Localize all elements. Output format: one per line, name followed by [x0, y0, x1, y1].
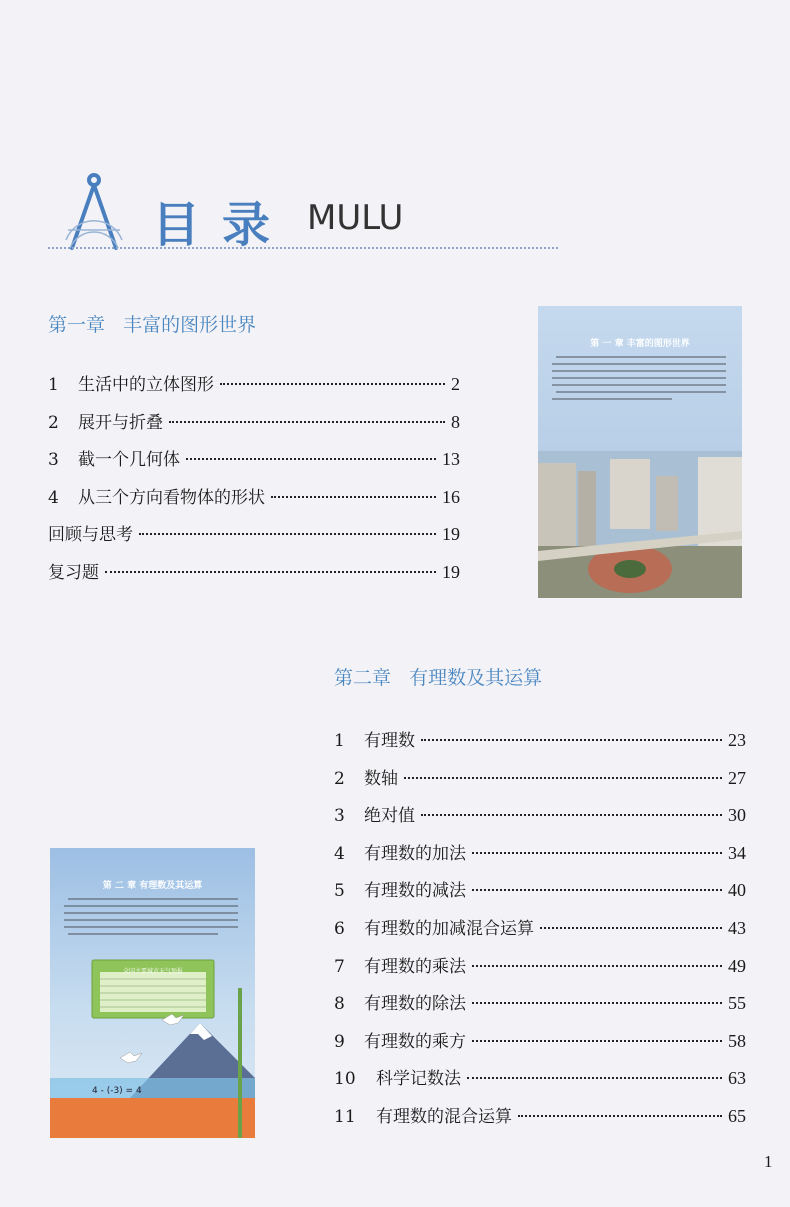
toc-entry[interactable]: [334, 1102, 746, 1140]
toc-entry-number: 9: [334, 1031, 345, 1052]
toc-entry-number: 5: [334, 881, 345, 902]
toc-entry[interactable]: [48, 445, 460, 483]
toc-entry[interactable]: [334, 1027, 746, 1065]
toc-entry-page: 16: [442, 486, 460, 507]
dot-leader: [271, 496, 436, 498]
toc-entry-number: 7: [334, 956, 345, 977]
toc-entry-number: 3: [334, 806, 345, 827]
dot-leader: [467, 1077, 722, 1079]
dot-leader: [139, 533, 436, 535]
toc-entry-label: 有理数的混合运算: [376, 1106, 512, 1127]
dot-leader: [540, 927, 722, 929]
toc-entry-number: 1: [334, 731, 345, 751]
chapter1-heading: 第一章 丰富的图形世界: [48, 314, 257, 336]
header-divider: [48, 247, 558, 249]
toc-entry-number: 11: [334, 1106, 356, 1127]
toc-entry-page: 34: [728, 842, 746, 863]
chapter2-heading: 第二章 有理数及其运算: [334, 667, 543, 689]
weather-table-title: 全国主要城市天气预报: [122, 968, 183, 975]
toc-entry-page: 13: [442, 449, 460, 470]
toc-entry[interactable]: [334, 989, 746, 1027]
toc-entry-label: 有理数的乘方: [364, 1031, 466, 1052]
toc-entry[interactable]: [334, 914, 746, 952]
chapter1-toc: [48, 370, 460, 596]
toc-entry-page: 43: [728, 917, 746, 938]
toc-entry[interactable]: [48, 558, 460, 596]
toc-entry-number: 6: [334, 918, 345, 939]
toc-entry-page: 40: [728, 880, 746, 901]
toc-entry-label: 复习题: [48, 562, 99, 583]
toc-entry-page: 8: [451, 411, 460, 432]
toc-entry[interactable]: [48, 483, 460, 521]
dot-leader: [421, 739, 722, 741]
chapter1-cover-image: [538, 306, 742, 598]
toc-entry-label: 科学记数法: [376, 1069, 461, 1090]
toc-entry[interactable]: [48, 408, 460, 446]
dot-leader: [220, 383, 445, 385]
toc-entry-page: 65: [728, 1105, 746, 1126]
toc-entry[interactable]: [334, 726, 746, 764]
toc-entry-page: 2: [451, 374, 460, 394]
dot-leader: [421, 814, 722, 816]
toc-entry-label: 有理数的除法: [364, 994, 466, 1015]
toc-entry-number: 10: [334, 1069, 356, 1090]
toc-entry-number: 4: [48, 487, 59, 508]
toc-entry[interactable]: [334, 1064, 746, 1102]
toc-entry-label: 截一个几何体: [78, 450, 180, 471]
toc-entry-page: 49: [728, 955, 746, 976]
toc-entry-label: 有理数的加减混合运算: [364, 918, 534, 939]
chapter2-cover-image: [50, 848, 255, 1138]
toc-entry[interactable]: [48, 370, 460, 408]
toc-entry-number: 2: [48, 412, 59, 433]
toc-entry[interactable]: [334, 876, 746, 914]
toc-entry-number: 1: [48, 375, 59, 395]
dot-leader: [404, 777, 722, 779]
page-title-pinyin: MULU: [307, 198, 404, 238]
dot-leader: [472, 1002, 722, 1004]
dot-leader: [518, 1115, 722, 1117]
toc-entry-page: 27: [728, 767, 746, 788]
toc-entry-label: 从三个方向看物体的形状: [78, 487, 265, 508]
toc-entry[interactable]: [334, 764, 746, 802]
toc-entry-label: 展开与折叠: [78, 412, 163, 433]
toc-entry-page: 23: [728, 730, 746, 750]
dot-leader: [472, 1040, 722, 1042]
toc-entry-number: 2: [334, 768, 345, 789]
toc-entry-page: 55: [728, 993, 746, 1014]
dot-leader: [472, 965, 722, 967]
toc-entry-page: 19: [442, 524, 460, 545]
toc-entry[interactable]: [334, 801, 746, 839]
page-title: 目录: [152, 197, 293, 253]
toc-entry-number: 8: [334, 994, 345, 1015]
toc-entry-page: 63: [728, 1068, 746, 1089]
city-skyline-icon: [538, 451, 742, 598]
toc-entry[interactable]: [334, 839, 746, 877]
toc-entry-page: 19: [442, 561, 460, 582]
toc-entry-label: 回顾与思考: [48, 525, 133, 546]
toc-entry-label: 有理数的减法: [364, 881, 466, 902]
toc-entry-page: 58: [728, 1030, 746, 1051]
compass-icon: [58, 170, 130, 256]
dot-leader: [105, 571, 436, 573]
chapter2-image-title: 第 二 章 有理数及其运算: [102, 881, 203, 891]
image-equation: 4 - (-3) = 4: [92, 1086, 142, 1096]
page-number: 1: [764, 1152, 773, 1171]
dot-leader: [186, 458, 436, 460]
toc-entry-number: 4: [334, 843, 345, 864]
toc-entry-label: 有理数: [364, 731, 415, 751]
chapter1-image-title: 第 一 章 丰富的图形世界: [590, 339, 690, 349]
toc-entry-label: 生活中的立体图形: [78, 375, 214, 395]
dot-leader: [472, 852, 722, 854]
toc-entry-label: 绝对值: [364, 806, 415, 827]
toc-entry[interactable]: [48, 520, 460, 558]
toc-entry-number: 3: [48, 450, 59, 471]
toc-entry-page: 30: [728, 805, 746, 826]
toc-entry[interactable]: [334, 952, 746, 990]
toc-entry-label: 有理数的乘法: [364, 956, 466, 977]
chapter2-toc: [334, 726, 746, 1140]
dot-leader: [169, 421, 445, 423]
dot-leader: [472, 889, 722, 891]
toc-entry-label: 数轴: [364, 768, 398, 789]
weather-mountain-illustration: [50, 848, 255, 1138]
toc-entry-label: 有理数的加法: [364, 843, 466, 864]
